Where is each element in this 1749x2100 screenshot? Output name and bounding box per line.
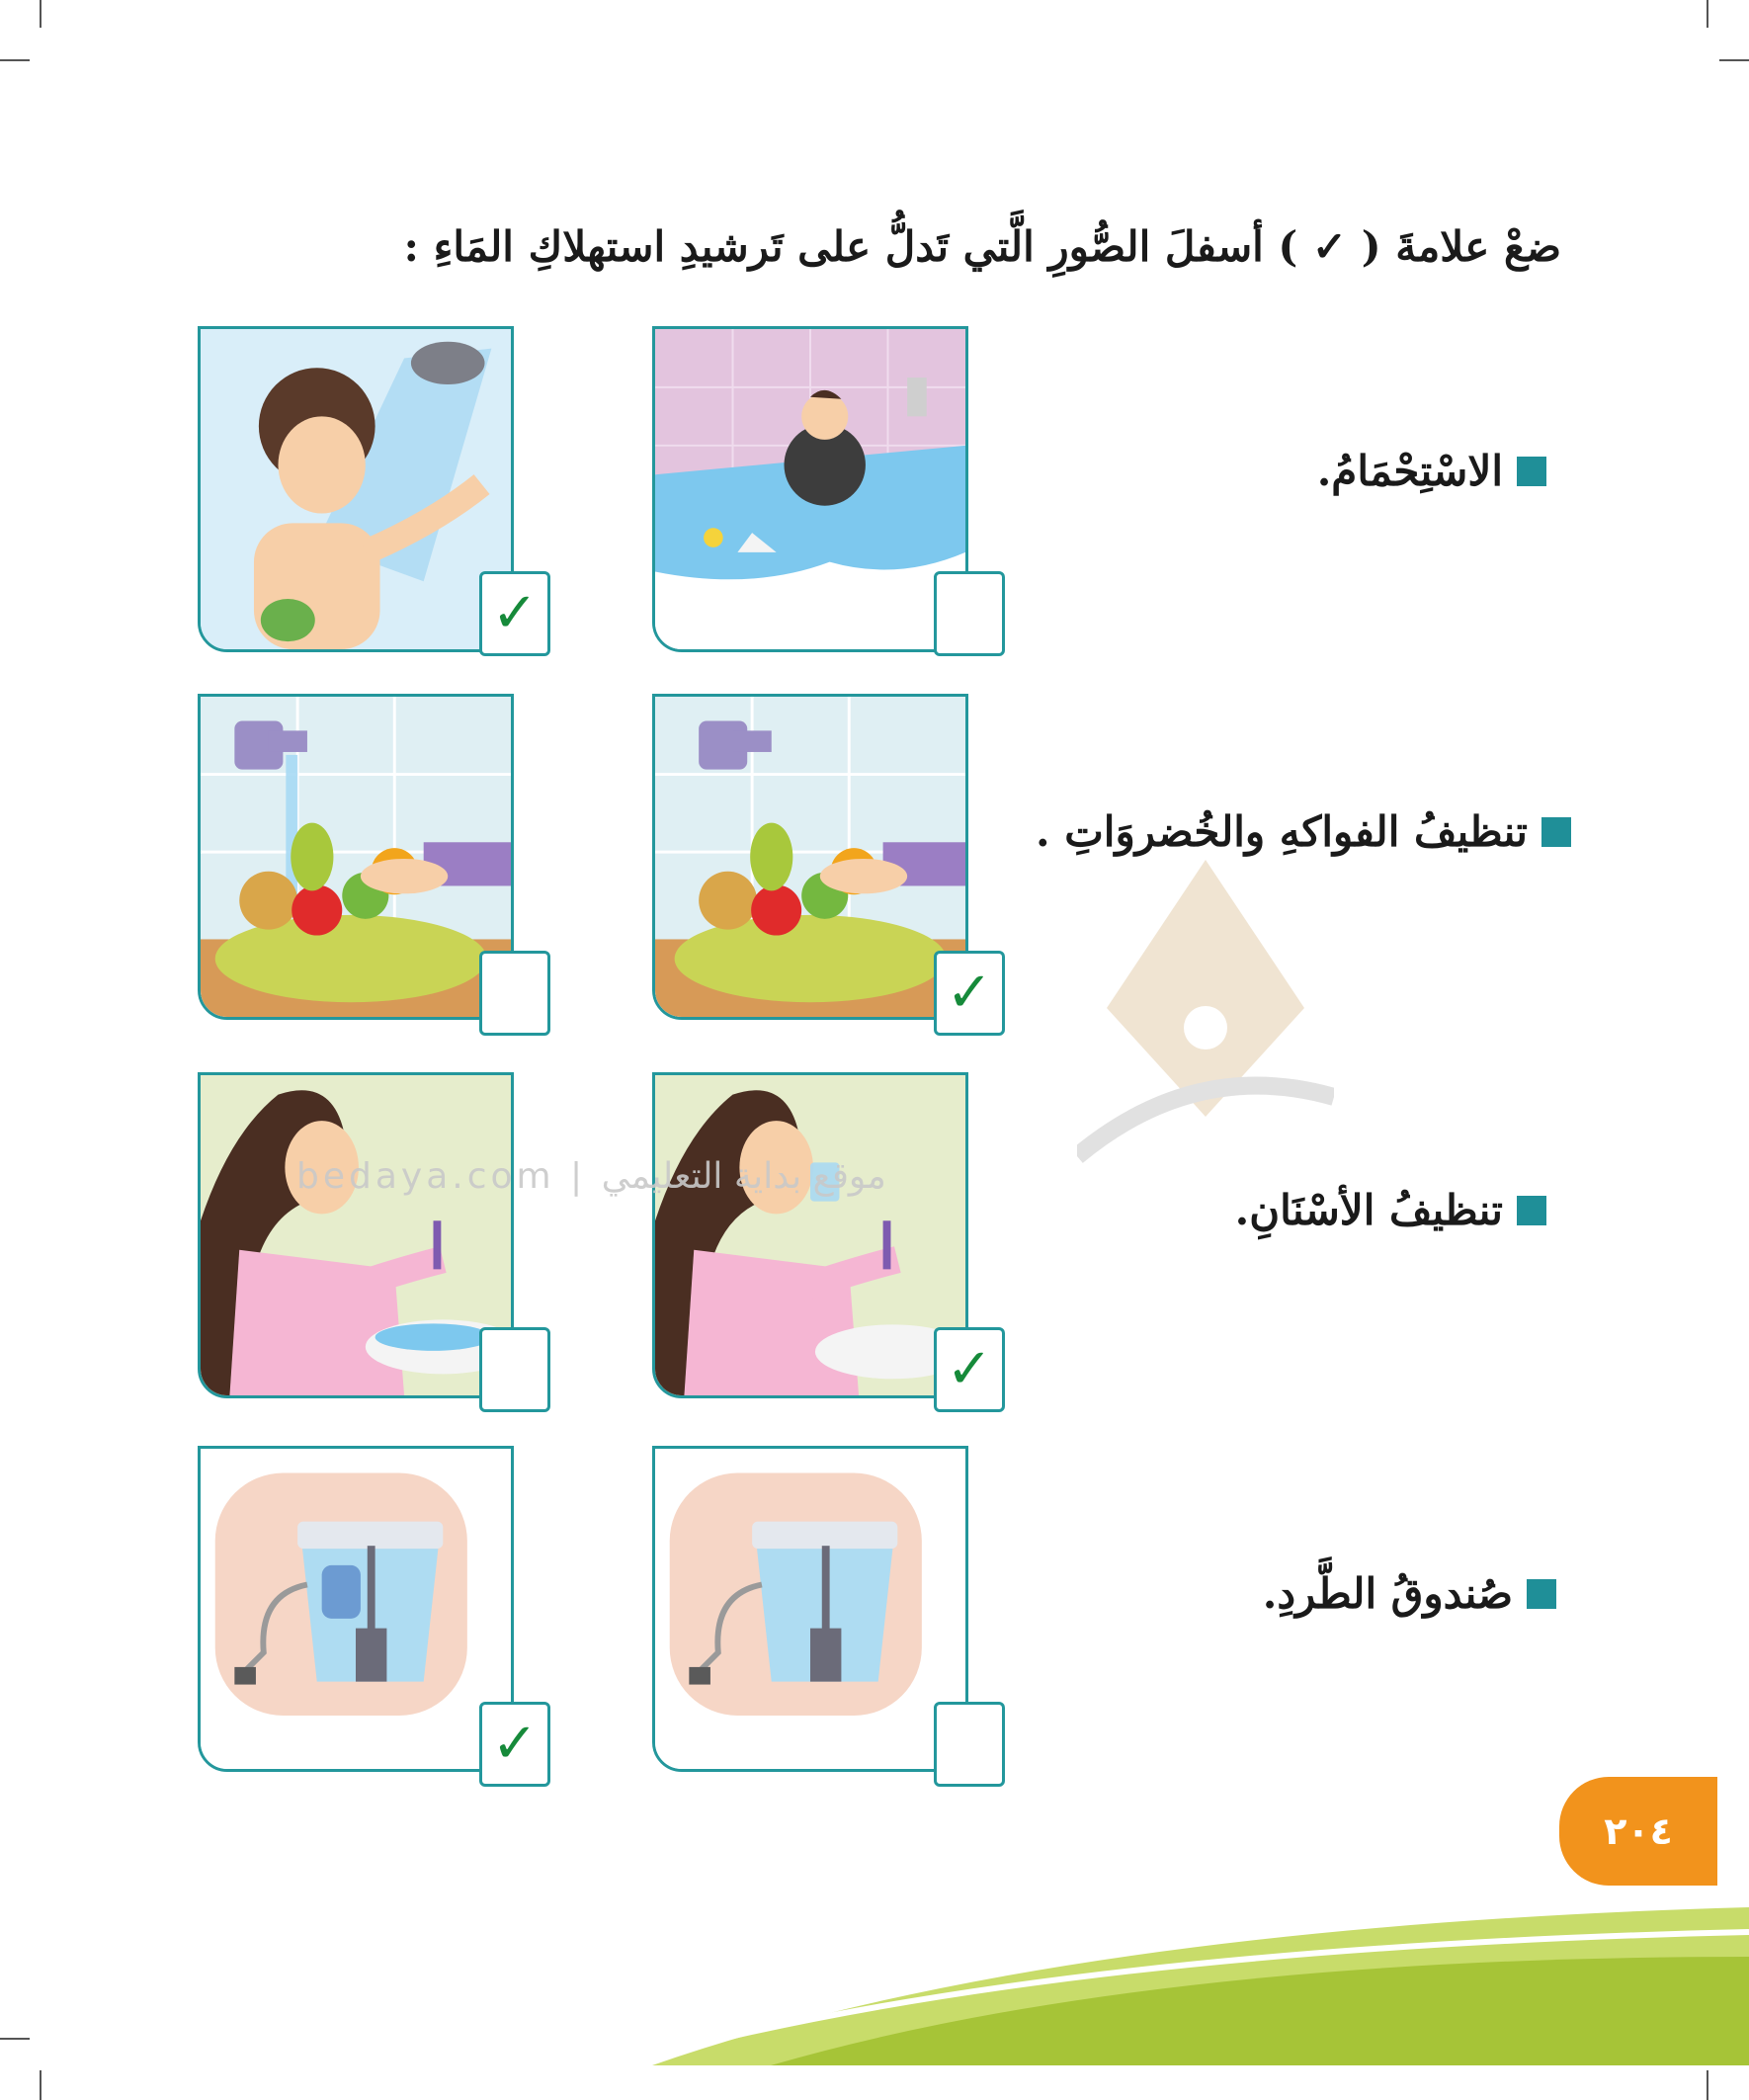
footer-wave	[652, 1888, 1749, 2065]
image-overflowing-bath	[652, 326, 968, 652]
checkbox-brushing-with-cup[interactable]	[934, 1327, 1005, 1412]
row-label-text: تنظيفُ الأسْنَانِ.	[1234, 1186, 1503, 1234]
row-label-bathing	[1317, 447, 1546, 495]
page-number: ٢٠٤	[1559, 1777, 1717, 1886]
row-label-flush-tank	[1263, 1569, 1556, 1618]
watermark-logo	[1077, 860, 1334, 1186]
checkmark-icon: ✓	[946, 961, 993, 1025]
image-brushing-with-cup	[652, 1072, 968, 1398]
bullet-square	[1517, 457, 1546, 486]
crop-mark	[40, 2070, 42, 2100]
image-brushing-tap-running	[198, 1072, 514, 1398]
checkbox-fruit-tap-closed[interactable]	[934, 951, 1005, 1036]
crop-mark	[0, 59, 30, 61]
row-label-washing-fruit	[1036, 807, 1571, 856]
checkbox-fruit-tap-running[interactable]	[479, 951, 550, 1036]
checkbox-brushing-tap-running[interactable]	[479, 1327, 550, 1412]
crop-mark	[0, 2038, 30, 2040]
checkmark-icon: ✓	[946, 1337, 993, 1401]
row-label-text: صُندوقُ الطَّردِ.	[1262, 1569, 1513, 1618]
exercise-instruction: ضعْ علامةَ ( ✓ ) أسفلَ الصُّورِ الَّتي تَدلُّ على تَرشيدِ استهلاكِ المَاءِ :	[403, 222, 1561, 271]
row-label-brushing-teeth	[1235, 1186, 1546, 1234]
image-flush-tank-bottle	[198, 1446, 514, 1772]
checkbox-flush-tank-bottle[interactable]	[479, 1702, 550, 1787]
bullet-square	[1527, 1579, 1556, 1609]
image-fruit-tap-closed	[652, 694, 968, 1020]
crop-mark	[1707, 2070, 1708, 2100]
bullet-square	[1541, 817, 1571, 847]
image-shower	[198, 326, 514, 652]
row-label-text: الاسْتِحْمَامُ.	[1316, 447, 1503, 495]
crop-mark	[1719, 59, 1749, 61]
image-fruit-tap-running	[198, 694, 514, 1020]
checkmark-icon: ✓	[491, 581, 539, 645]
checkmark-icon: ✓	[491, 1712, 539, 1776]
row-label-text: تنظيفُ الفواكهِ والخُضروَاتِ .	[1036, 807, 1528, 856]
checkbox-overflowing-bath[interactable]	[934, 571, 1005, 656]
crop-mark	[40, 0, 42, 28]
bullet-square	[1517, 1196, 1546, 1225]
checkbox-flush-tank-overflowing[interactable]	[934, 1702, 1005, 1787]
image-flush-tank-overflowing	[652, 1446, 968, 1772]
watermark-text: bedaya.com | موقع بداية التعليمي	[296, 1156, 886, 1197]
crop-mark	[1707, 0, 1708, 28]
checkbox-shower[interactable]	[479, 571, 550, 656]
